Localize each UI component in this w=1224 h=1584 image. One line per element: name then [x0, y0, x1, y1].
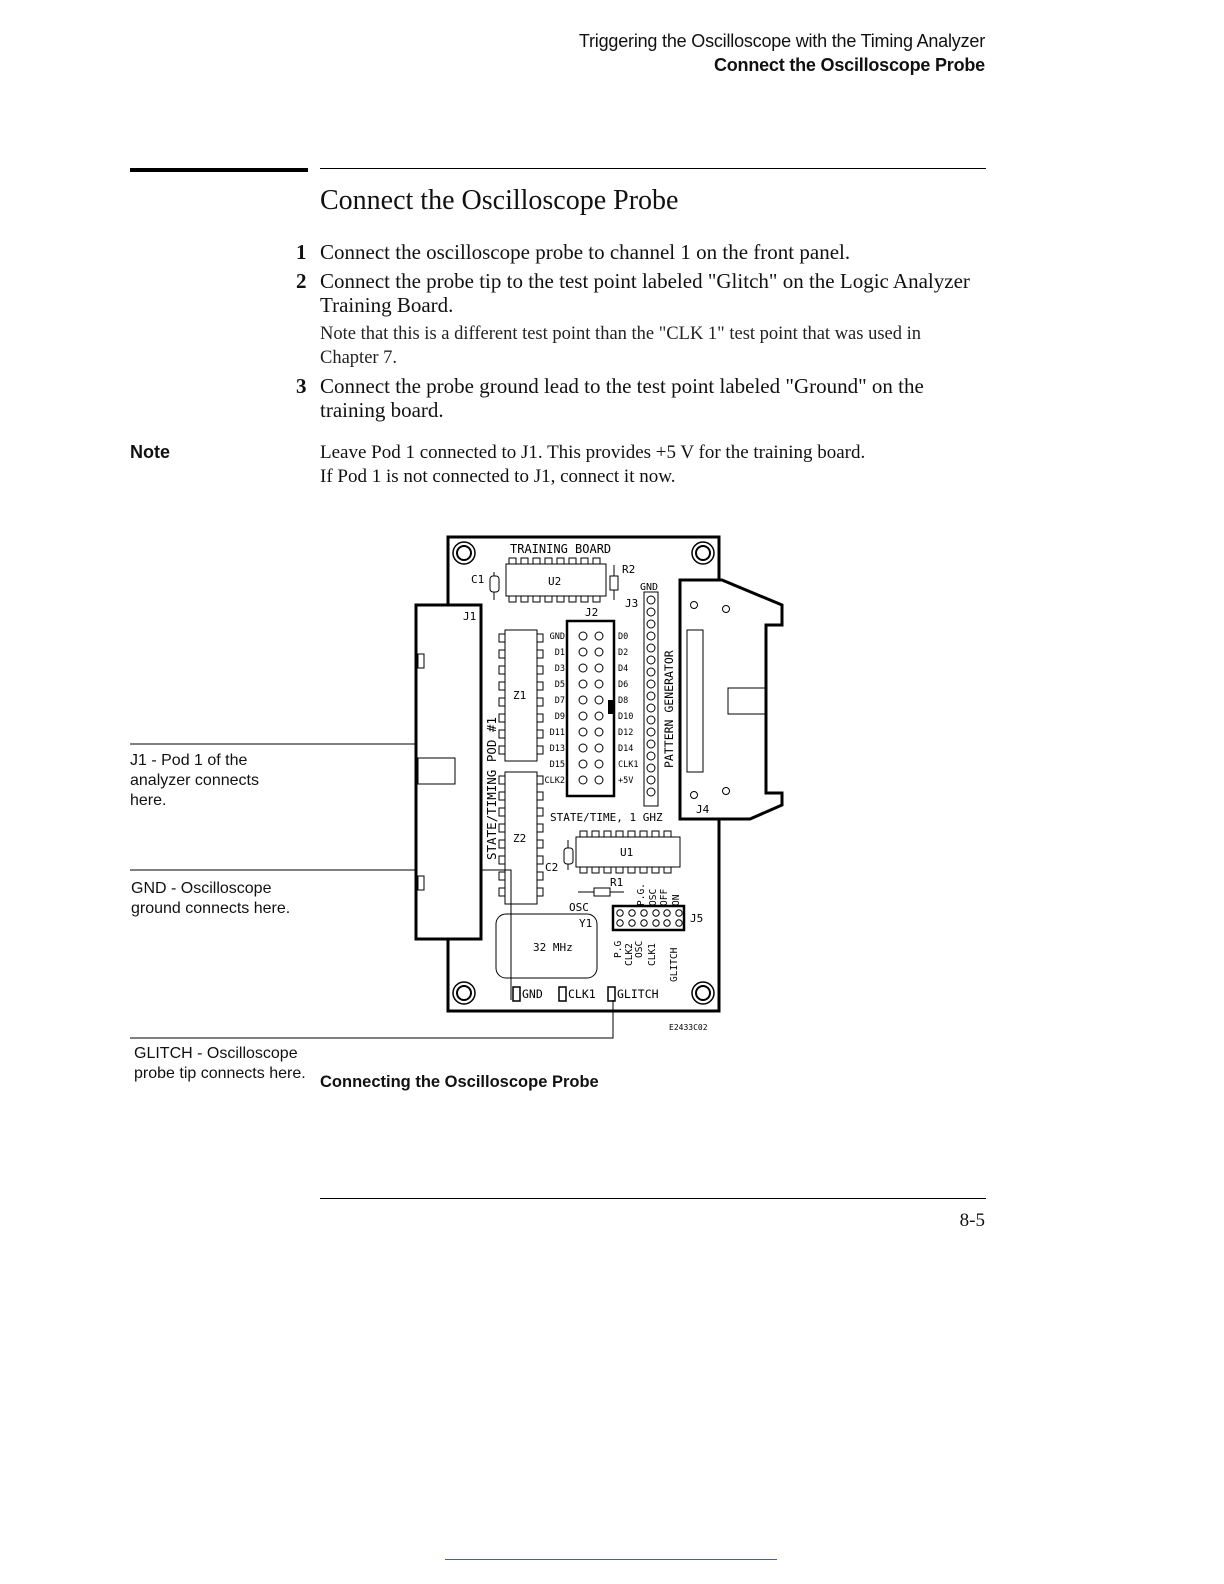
j5-bottom-labels	[613, 941, 680, 982]
svg-text:ON: ON	[671, 894, 682, 906]
running-header-chapter: Triggering the Oscilloscope with the Timing Analyzer	[578, 31, 985, 51]
pod-label: STATE/TIMING POD #1	[484, 717, 499, 860]
test-point-glitch	[608, 987, 615, 1001]
test-point-clk1-label: CLK1	[568, 987, 596, 1001]
svg-text:OFF: OFF	[659, 888, 670, 906]
svg-text:D8: D8	[618, 696, 629, 706]
osc-label: OSC	[569, 901, 589, 914]
step-text: Connect the oscilloscope probe to channel 1 on the front panel.	[320, 240, 851, 264]
section-title: Connect the Oscilloscope Probe	[320, 185, 679, 216]
c2-label: C2	[545, 861, 559, 874]
state-time-label: STATE/TIME, 1 GHZ	[550, 811, 663, 824]
running-header-section: Connect the Oscilloscope Probe	[713, 55, 985, 75]
svg-text:CLK2: CLK2	[544, 776, 565, 786]
svg-text:D7: D7	[554, 696, 565, 706]
step-number: 2	[296, 269, 307, 293]
svg-text:D3: D3	[554, 664, 565, 674]
test-point-glitch-label: GLITCH	[617, 987, 659, 1001]
j1-label: J1	[463, 610, 477, 623]
j5-header	[613, 906, 684, 930]
c1-label: C1	[471, 573, 485, 586]
j5-pins	[617, 910, 682, 926]
note-label: Note	[130, 442, 170, 462]
svg-text:D13: D13	[549, 744, 565, 754]
svg-text:GND: GND	[549, 632, 565, 642]
j2-header	[567, 621, 614, 796]
j5-top-labels	[636, 883, 682, 906]
svg-text:P.G: P.G	[613, 940, 624, 958]
step-2-note: Note that this is a different test point than the "CLK 1" test point that was used in Chapter 7.	[320, 324, 922, 368]
pattern-generator-label: PATTERN GENERATOR	[662, 650, 676, 768]
note-line-1: Leave Pod 1 connected to J1. This provides +5 V for the training board.	[320, 442, 866, 463]
callout-line: probe tip connects here.	[134, 1065, 306, 1082]
figure-id: E2433C02	[669, 1023, 708, 1032]
j2-left-labels	[545, 632, 565, 786]
gnd-top-label: GND	[640, 582, 659, 593]
svg-text:D10: D10	[618, 712, 634, 722]
svg-text:+5V: +5V	[618, 776, 634, 786]
svg-text:CLK2: CLK2	[624, 943, 635, 966]
svg-text:D5: D5	[554, 680, 565, 690]
note-line-2: If Pod 1 is not connected to J1, connect it now.	[320, 466, 676, 487]
footer-rule	[320, 1198, 986, 1199]
svg-text:D14: D14	[618, 744, 634, 754]
j4-connector	[680, 580, 782, 819]
y1-label: Y1	[579, 917, 593, 930]
svg-text:D6: D6	[618, 680, 629, 690]
svg-text:CLK1: CLK1	[647, 943, 658, 966]
page-number: 8-5	[959, 1210, 985, 1231]
step-text: Connect the probe ground lead to the test point labeled "Ground" on the training board.	[320, 374, 924, 422]
r2-label: R2	[622, 563, 636, 576]
svg-text:D4: D4	[618, 664, 629, 674]
callout-line: J1 - Pod 1 of the	[130, 752, 248, 769]
test-point-gnd	[513, 987, 520, 1001]
u1-label: U1	[620, 846, 634, 859]
u2-label: U2	[548, 575, 562, 588]
callout-line: GND - Oscilloscope	[131, 880, 272, 897]
svg-text:D9: D9	[554, 712, 565, 722]
svg-text:CLK1: CLK1	[618, 760, 639, 770]
r1-label: R1	[610, 876, 624, 889]
svg-text:OSC: OSC	[634, 940, 645, 958]
svg-text:D15: D15	[549, 760, 565, 770]
j1-connector	[416, 605, 481, 939]
callout-line: GLITCH - Oscilloscope	[134, 1045, 298, 1062]
step-number: 3	[296, 374, 307, 398]
board-title: TRAINING BOARD	[510, 542, 612, 556]
figure-caption: Connecting the Oscilloscope Probe	[320, 1073, 599, 1091]
j4-label: J4	[696, 803, 710, 816]
svg-text:D11: D11	[549, 728, 565, 738]
leader-line-glitch	[130, 1000, 613, 1038]
step-number: 1	[296, 240, 307, 264]
svg-text:D0: D0	[618, 632, 629, 642]
j2-pins	[579, 632, 603, 784]
svg-text:D2: D2	[618, 648, 629, 658]
svg-text:GLITCH: GLITCH	[669, 947, 680, 982]
test-point-gnd-label: GND	[522, 987, 543, 1001]
j3-label: J3	[625, 597, 639, 610]
test-point-clk1	[559, 987, 566, 1001]
j3-header	[644, 592, 658, 806]
j5-label: J5	[690, 912, 704, 925]
callout-line: analyzer connects	[130, 772, 259, 789]
svg-text:OSC: OSC	[648, 888, 659, 906]
j2-label: J2	[585, 606, 599, 619]
callout-line: here.	[130, 792, 167, 809]
bottom-link-underline	[445, 1559, 777, 1560]
svg-text:D12: D12	[618, 728, 634, 738]
j2-right-labels	[618, 632, 638, 786]
j3-pins	[647, 596, 655, 796]
crystal-frequency: 32 MHz	[533, 941, 573, 954]
svg-text:P.G.: P.G.	[636, 883, 647, 906]
callout-line: ground connects here.	[131, 900, 291, 917]
step-text: Connect the probe tip to the test point labeled "Glitch" on the Logic Analyzer Training Board.	[320, 269, 970, 317]
z1-label: Z1	[513, 689, 527, 702]
z2-label: Z2	[513, 832, 527, 845]
svg-text:D1: D1	[554, 648, 565, 658]
